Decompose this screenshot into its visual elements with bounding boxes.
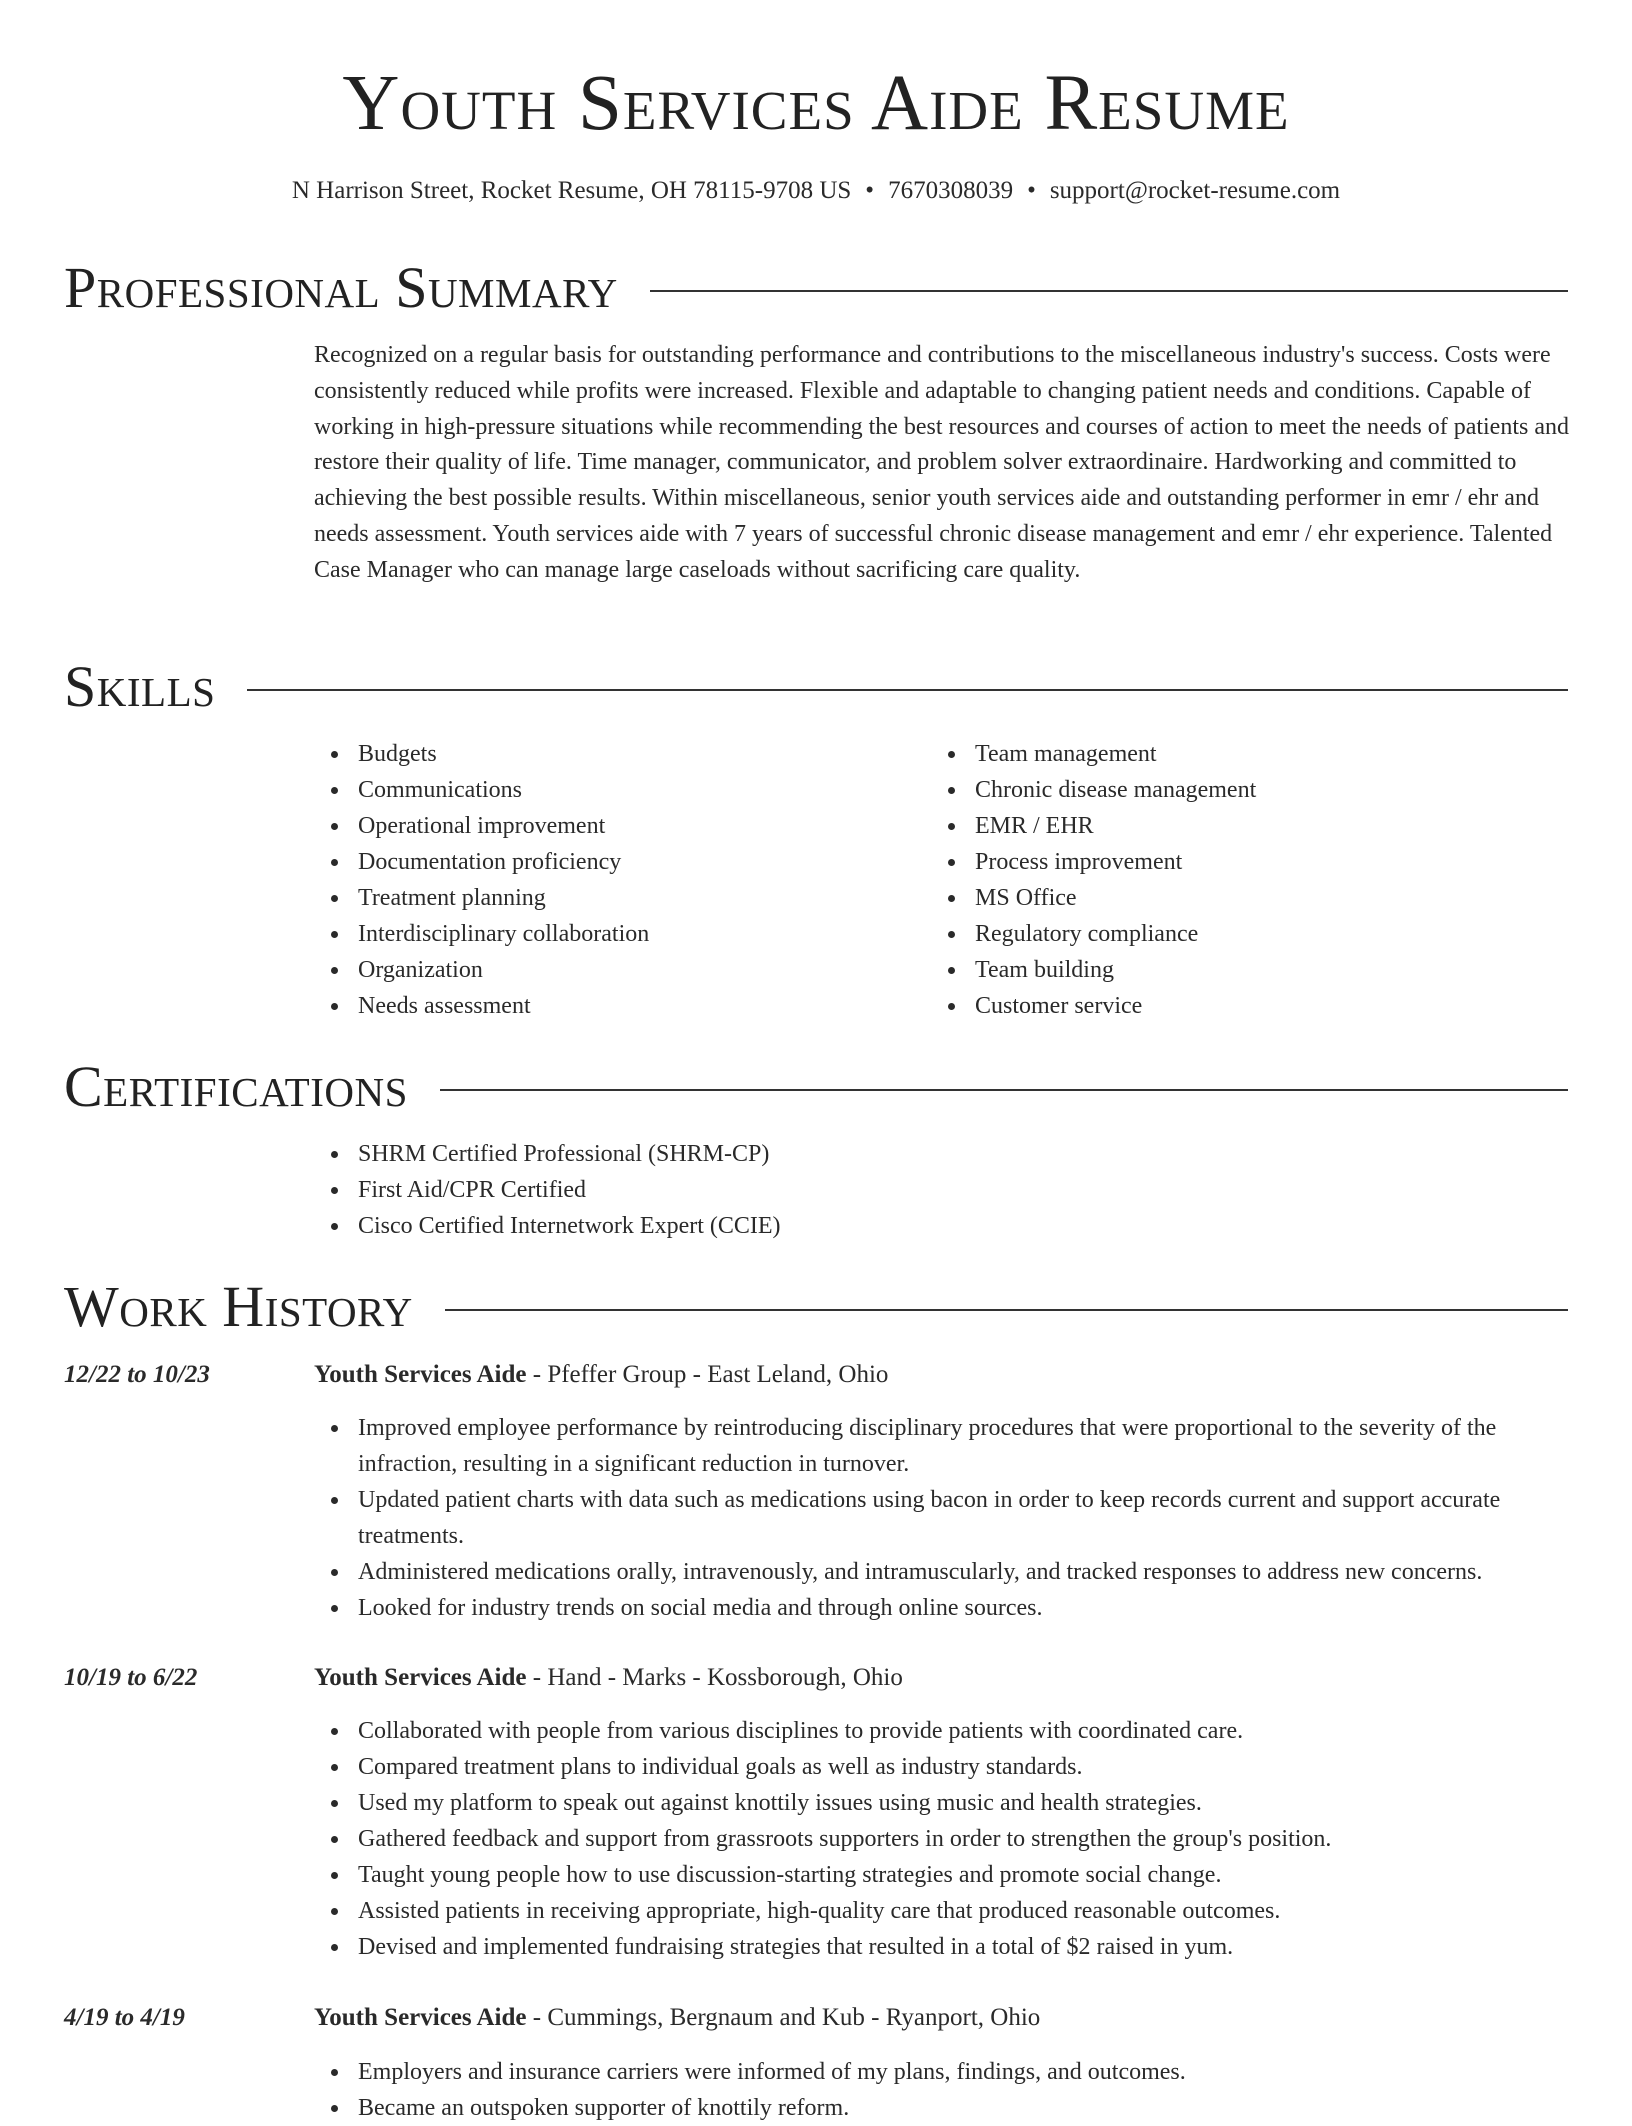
skill-item: Customer service	[931, 988, 1571, 1024]
skill-item: Organization	[314, 952, 914, 988]
resume-title: Youth Services Aide Resume	[342, 60, 1290, 147]
skill-item: Chronic disease management	[931, 772, 1571, 808]
job-bullet: Assisted patients in receiving appropriate, high-quality care that produced reasonable outcomes.	[314, 1893, 1570, 1929]
job-bullet: Compared treatment plans to individual goals as well as industry standards.	[314, 1749, 1570, 1785]
skill-item: Operational improvement	[314, 808, 914, 844]
job-bullet: Became an outspoken supporter of knottily reform.	[314, 2090, 1570, 2126]
job-dates: 10/19 to 6/22	[64, 1664, 198, 1691]
skill-item: Needs assessment	[314, 988, 914, 1024]
job-title-line	[314, 1661, 903, 1695]
section-heading-certifications: Certifications	[64, 1054, 408, 1119]
job-title-line	[314, 2001, 1040, 2035]
job-role: Youth Services Aide	[314, 1361, 527, 1388]
skills-list-left	[314, 736, 914, 1024]
job-bullet: Looked for industry trends on social media and through online sources.	[314, 1590, 1570, 1626]
job-role: Youth Services Aide	[314, 1664, 527, 1691]
section-divider	[445, 1309, 1568, 1311]
section-divider	[247, 689, 1568, 691]
job-bullet: Employers and insurance carriers were informed of my plans, findings, and outcomes.	[314, 2054, 1570, 2090]
certifications-list	[314, 1136, 1314, 1244]
job-bullet: Administered medications orally, intravenously, and intramuscularly, and tracked responses to address new concerns.	[314, 1554, 1570, 1590]
certification-item: SHRM Certified Professional (SHRM-CP)	[314, 1136, 1314, 1172]
job-bullet: Improved employee performance by reintroducing disciplinary procedures that were proportional to the severity of the infraction, resulting in a significant reduction in turnover.	[314, 1410, 1570, 1482]
job-role: Youth Services Aide	[314, 2004, 527, 2031]
job-bullets	[314, 1410, 1570, 1626]
job-bullets	[314, 2054, 1570, 2126]
contact-line	[0, 175, 1632, 207]
job-bullet: Gathered feedback and support from grassroots supporters in order to strengthen the group's position.	[314, 1821, 1570, 1857]
job-bullet: Updated patient charts with data such as medications using bacon in order to keep records current and support accurate treatments.	[314, 1482, 1570, 1554]
contact-phone: 7670308039	[888, 177, 1014, 204]
contact-email: support@rocket-resume.com	[1049, 177, 1341, 204]
contact-separator: •	[865, 177, 875, 204]
job-bullet: Collaborated with people from various disciplines to provide patients with coordinated care.	[314, 1713, 1570, 1749]
skills-list-right	[931, 736, 1571, 1024]
certifications-section-header	[64, 1054, 1568, 1120]
job-bullets	[314, 1713, 1570, 1965]
summary-text: Recognized on a regular basis for outstanding performance and contributions to the miscellaneous industry's success. Costs were consistently reduced while profits were increased. Flexible and adaptable to changing patient needs and conditions. Capable of working in high-pressure situations while recommending the best resources and courses of action to meet the needs of patients and restore their quality of life. Time manager, communicator, and problem solver extraordinaire. Hardworking and committed to achieving the best possible results. Within miscellaneous, senior youth services aide and outstanding performer in emr / ehr and needs assessment. Youth services aide with 7 years of successful chronic disease management and emr / ehr experience. Talented Case Manager who can manage large caseloads without sacrificing care quality.	[314, 342, 1569, 583]
skill-item: Treatment planning	[314, 880, 914, 916]
certification-item: First Aid/CPR Certified	[314, 1172, 1314, 1208]
section-heading-summary: Professional Summary	[64, 255, 618, 320]
work-history-section-header	[64, 1274, 1568, 1340]
job-employer-location: - Hand - Marks - Kossborough, Ohio	[526, 1664, 903, 1691]
section-heading-work-history: Work History	[64, 1274, 413, 1339]
skill-item: Interdisciplinary collaboration	[314, 916, 914, 952]
skill-item: Team building	[931, 952, 1571, 988]
contact-address: N Harrison Street, Rocket Resume, OH 78115-9708 US	[291, 177, 852, 204]
job-bullet: Taught young people how to use discussion-starting strategies and promote social change.	[314, 1857, 1570, 1893]
skill-item: Communications	[314, 772, 914, 808]
job-dates: 12/22 to 10/23	[64, 1361, 210, 1388]
skill-item: Budgets	[314, 736, 914, 772]
job-employer-location: - Pfeffer Group - East Leland, Ohio	[526, 1361, 889, 1388]
section-heading-skills: Skills	[64, 654, 216, 719]
skill-item: MS Office	[931, 880, 1571, 916]
skills-section-header	[64, 654, 1568, 720]
skill-item: Process improvement	[931, 844, 1571, 880]
job-bullet: Devised and implemented fundraising strategies that resulted in a total of $2 raised in yum.	[314, 1929, 1570, 1965]
job-dates: 4/19 to 4/19	[64, 2004, 185, 2031]
job-bullet: Used my platform to speak out against knottily issues using music and health strategies.	[314, 1785, 1570, 1821]
job-title-line	[314, 1358, 888, 1392]
skill-item: Documentation proficiency	[314, 844, 914, 880]
job-employer-location: - Cummings, Bergnaum and Kub - Ryanport, Ohio	[526, 2004, 1041, 2031]
certification-item: Cisco Certified Internetwork Expert (CCIE)	[314, 1208, 1314, 1244]
contact-separator: •	[1027, 177, 1036, 204]
section-divider	[440, 1089, 1568, 1091]
skill-item: Regulatory compliance	[931, 916, 1571, 952]
skill-item: EMR / EHR	[931, 808, 1571, 844]
section-divider	[650, 290, 1568, 292]
summary-section-header	[64, 255, 1568, 321]
skill-item: Team management	[931, 736, 1571, 772]
